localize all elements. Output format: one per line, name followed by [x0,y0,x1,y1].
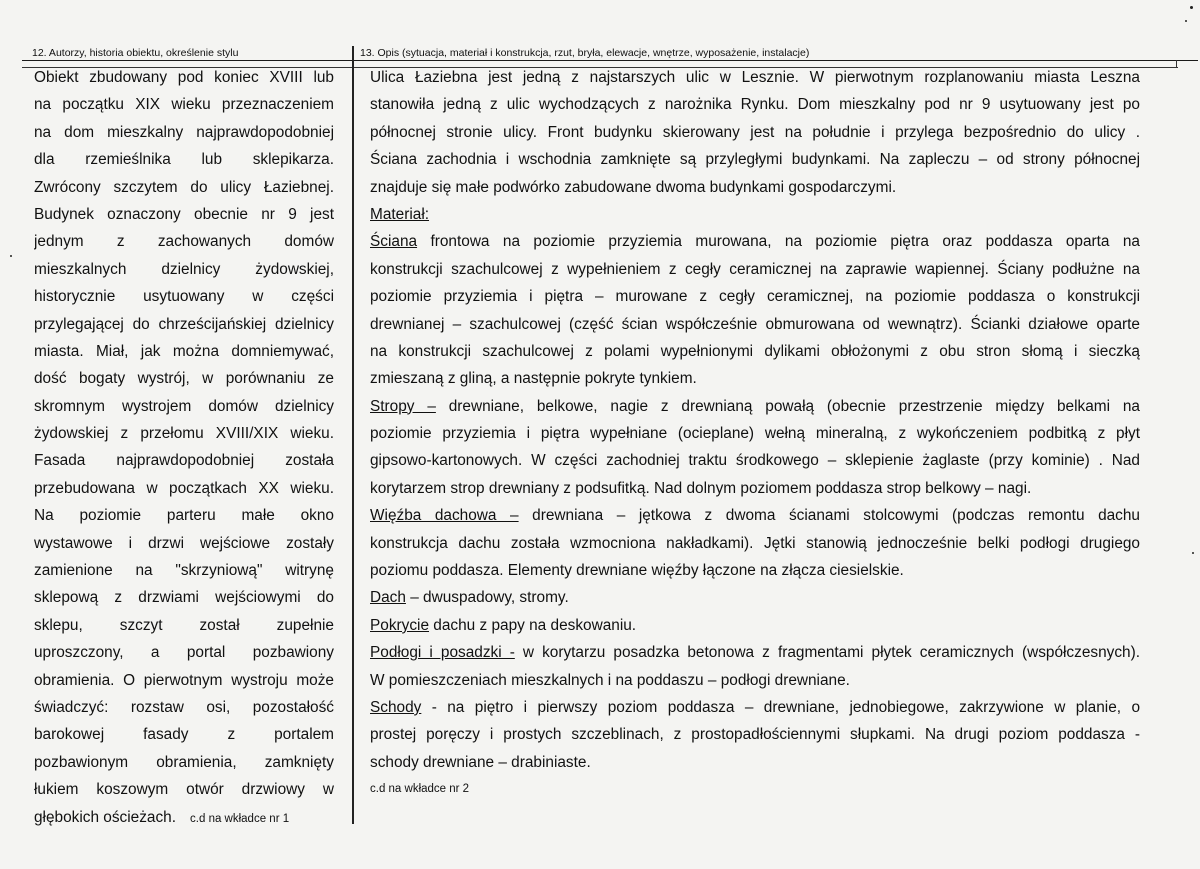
section-label: Podłogi i posadzki - [370,644,515,662]
continuation-note: c.d na wkładce nr 1 [190,812,290,825]
history-text-line: jednym z zachowanych domów [34,233,334,251]
description-text-column [370,64,1140,804]
description-text-line [370,283,1140,310]
description-text-line [370,420,1140,447]
history-text-line: Budynek oznaczony obecnie nr 9 jest [34,205,334,223]
history-text-line: Na poziomie parteru małe okno [34,507,334,525]
section-label: Dach [370,589,406,607]
continuation-note: c.d na wkładce nr 2 [370,783,470,796]
description-text-line [370,338,1140,365]
section-label: Materiał: [370,205,430,223]
history-text-line: mieszkalnych dzielnicy żydowskiej, [34,260,334,278]
history-text-line: na dom mieszkalny najprawdopodobniej [34,123,334,141]
history-text-line: historycznie usytuowany w części [34,288,334,306]
description-text: – dwuspadowy, stromy. [405,589,569,607]
description-text: drewnianej – szachulcowej (część ścian współcześnie obmurowana od wewnątrz). Ścianki działowe oparte [370,315,1140,333]
description-text: stanowiła jedną z ulic wychodzących z narożnika Rynku. Dom mieszkalny pod nr 9 usytuowany jest po [370,96,1140,114]
description-text-line [370,228,1140,255]
description-text-line [370,557,1140,584]
section-label: Pokrycie [370,616,430,634]
section-label: Stropy – [370,397,436,415]
history-text-line: barokowej fasady z portalem [34,726,334,744]
description-text-line [370,311,1140,338]
history-text-line: przebudowana w początkach XX wieku. [34,479,334,497]
description-text: poziomie przyziemia i piętra wypełniane (ocieplane) wełną mineralną, z wykończeniem podbitką z płyt [370,425,1140,443]
description-text: konstrukcji szachulcowej z wypełnieniem z cegły ceramicznej na zaprawie wapiennej. Ściany podłużne na [370,260,1140,278]
description-text-line [370,201,1140,228]
history-text-line: obramienia. O pierwotnym wystroju może [34,671,334,689]
scan-speck [1190,6,1193,9]
description-text: W pomieszczeniach mieszkalnych i na poddaszu – podłogi drewniane. [370,671,850,689]
history-text-line: zamienione na "skrzyniową" witrynę [34,562,334,580]
description-text: - na piętro i pierwszy poziom poddasza – drewniane, jednobiegowe, zakrzywione w planie, o [421,698,1140,716]
scan-speck [1185,20,1187,22]
history-text-line: dość bogaty wystrój, w porównaniu ze [34,370,334,388]
description-text: Ściana zachodnia i wschodnia zamknięte są przyległymi budynkami. Na zapleczu – od strony północnej [370,151,1140,169]
description-text: prostej poręczy i prostych szczeblinach, z prostopadłościennymi słupkami. Na drugi poziom poddasza - [370,726,1140,744]
description-text-line [370,146,1140,173]
description-text-line [370,530,1140,557]
description-text-line [370,475,1140,502]
history-text-line: miasta. Miał, jak można domniemywać, [34,342,334,360]
description-text-line [370,502,1140,529]
description-text-line [370,91,1140,118]
description-text: w korytarzu posadzka betonowa z fragmentami płytek ceramicznych (współczesnych). [514,644,1140,662]
description-text: północnej stronie ulicy. Front budynku skierowany jest na południe i przylega bezpośrednio do ulicy . [370,123,1140,141]
section-label: Ściana [370,233,418,251]
description-text: dachu z papy na deskowaniu. [429,616,637,634]
section-label: Schody [370,698,422,716]
description-text: Ulica Łaziebna jest jedną z najstarszych ulic w Lesznie. W pierwotnym rozplanowaniu miasta Leszna [370,69,1140,86]
description-text: korytarzem strop drewniany z podsufitką. Nad dolnym poziomem poddasza strop belkowy – nagi. [370,479,1032,497]
history-text-line: głębokich ościeżach. [34,808,177,826]
description-text-line [370,365,1140,392]
description-text: frontowa na poziomie przyziemia murowana, na poziomie piętra oraz poddasza oparta na [417,233,1140,251]
history-text-line: wystawowe i drzwi wejściowe zostały [34,534,334,552]
history-text-line: świadczyć: rozstaw osi, pozostałość [34,698,334,716]
column-divider [352,46,354,824]
description-text-line [370,612,1140,639]
description-text-line [370,667,1140,694]
section-label: Więźba dachowa – [370,507,519,525]
history-text-line: Zwrócony szczytem do ulicy Łaziebnej. [34,178,334,196]
scan-speck [1192,552,1194,554]
history-text-line: uproszczony, a portal pozbawiony [34,644,334,662]
description-text: konstrukcja dachu została wzmocniona nakładkami). Jętki stanowią jednocześnie belki podłogi drugiego [370,534,1140,552]
description-text-line [370,256,1140,283]
description-text-line [370,174,1140,201]
history-text-line: łukiem koszowym otwór drzwiowy w [34,781,334,799]
history-text-line: żydowskiej z przełomu XVIII/XIX wieku. [34,425,334,443]
history-text-line: pozbawionym obramienia, zamknięty [34,753,334,771]
history-text-line: dla rzemieślnika lub sklepikarza. [34,151,334,169]
description-text: drewniane, belkowe, nagie z drewnianą powałą (obecnie przestrzenie między belkami na [435,397,1140,415]
description-text-line [370,721,1140,748]
description-text-line [370,447,1140,474]
history-text-column [34,64,334,831]
description-text: zmieszaną z gliną, a następnie pokryte tynkiem. [370,370,697,388]
description-text: gipsowo-kartonowych. W części zachodniej traktu środkowego – sklepienie żaglaste (przy kominie) . Nad [370,452,1140,470]
description-text: poziomu poddasza. Elementy drewniane więźby łączone na złącza ciesielskie. [370,562,904,580]
description-text: na konstrukcji szachulcowej z polami wypełnionymi dylikami obłożonymi z obu stron słomą i sieczką [370,342,1140,360]
history-text-line: przylegającej do chrześcijańskiej dzielnicy [34,315,334,333]
section-12-header: 12. Autorzy, historia obiektu, określenie stylu [32,47,239,59]
description-text-line [370,694,1140,721]
description-text-line [370,639,1140,666]
history-text-line: skromnym wystrojem domów dzielnicy [34,397,334,415]
description-text-line [370,584,1140,611]
description-text-line [370,393,1140,420]
description-text: drewniana – jętkowa z dwoma ścianami stolcowymi (podczas remontu dachu [518,507,1140,525]
description-text: schody drewniane – drabiniaste. [370,753,591,771]
description-text: znajduje się małe podwórko zabudowane dwoma budynkami gospodarczymi. [370,178,897,196]
form-top-rule [22,60,1198,61]
history-text-line: Fasada najprawdopodobniej została [34,452,334,470]
history-text-last-line [34,804,334,831]
history-text-line: na początku XIX wieku przeznaczeniem [34,96,334,114]
history-text-line: Obiekt zbudowany pod koniec XVIII lub [34,69,334,86]
history-text-line: sklepu, szczyt został zupełnie [34,616,334,634]
description-text-line [370,64,1140,91]
history-text-line: sklepową z drzwiami wejściowymi do [34,589,334,607]
form-right-edge [1176,60,1177,68]
description-text-line [370,749,1140,776]
section-13-header: 13. Opis (sytuacja, materiał i konstrukcja, rzut, bryła, elewacje, wnętrze, wyposażenie, instalacje) [360,47,810,59]
scan-speck [10,255,12,257]
description-text: poziomie przyziemia i piętra – murowane z cegły ceramicznej, na poziomie poddasza o konstrukcji [370,288,1140,306]
description-text-line [370,119,1140,146]
